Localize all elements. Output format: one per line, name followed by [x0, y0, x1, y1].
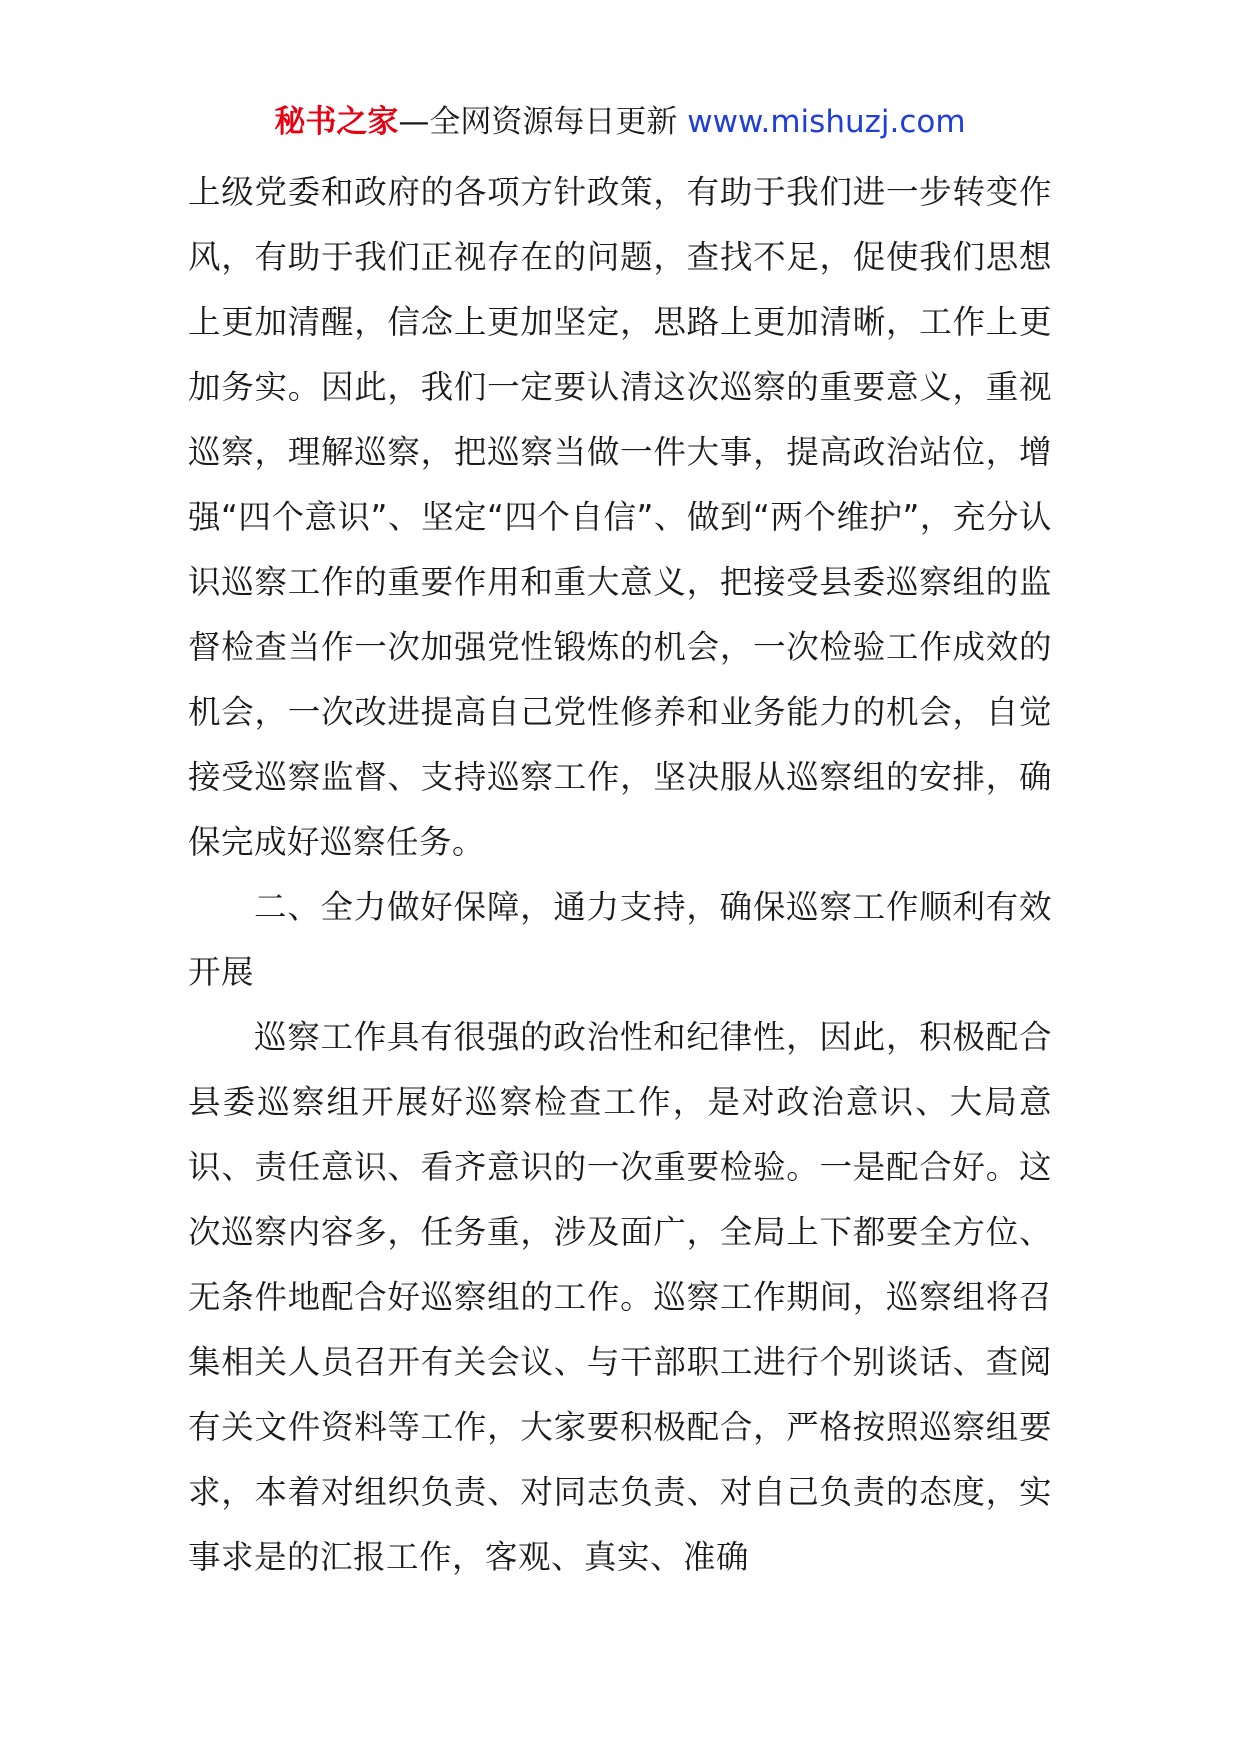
site-header	[0, 100, 1240, 144]
header-slogan: —全网资源每日更新	[398, 104, 688, 140]
document-body	[188, 160, 1052, 1590]
site-url-link[interactable]: www.mishuzj.com	[687, 104, 966, 140]
section-heading: 二、全力做好保障，通力支持，确保巡察工作顺利有效开展	[188, 888, 1052, 991]
paragraph: 巡察工作具有很强的政治性和纪律性，因此，积极配合县委巡察组开展好巡察检查工作，是对政治意识、大局意识、责任意识、看齐意识的一次重要检验。一是配合好。这次巡察内容多，任务重，涉及面广，全局上下都要全方位、无条件地配合好巡察组的工作。巡察工作期间，巡察组将召集相关人员召开有关会议、与干部职工进行个别谈话、查阅有关文件资料等工作，大家要积极配合，严格按照巡察组要求，本着对组织负责、对同志负责、对自己负责的态度，实事求是的汇报工作，客观、真实、准确	[188, 1018, 1052, 1576]
brand-name: 秘书之家	[274, 104, 399, 140]
paragraph-continued: 上级党委和政府的各项方针政策，有助于我们进一步转变作风，有助于我们正视存在的问题，查找不足，促使我们思想上更加清醒，信念上更加坚定，思路上更加清晰，工作上更加务实。因此，我们一定要认清这次巡察的重要意义，重视巡察，理解巡察，把巡察当做一件大事，提高政治站位，增强“四个意识”、坚定“四个自信”、做到“两个维护”，充分认识巡察工作的重要作用和重大意义，把接受县委巡察组的监督检查当作一次加强党性锻炼的机会，一次检验工作成效的机会，一次改进提高自己党性修养和业务能力的机会，自觉接受巡察监督、支持巡察工作，坚决服从巡察组的安排，确保完成好巡察任务。	[188, 173, 1052, 861]
